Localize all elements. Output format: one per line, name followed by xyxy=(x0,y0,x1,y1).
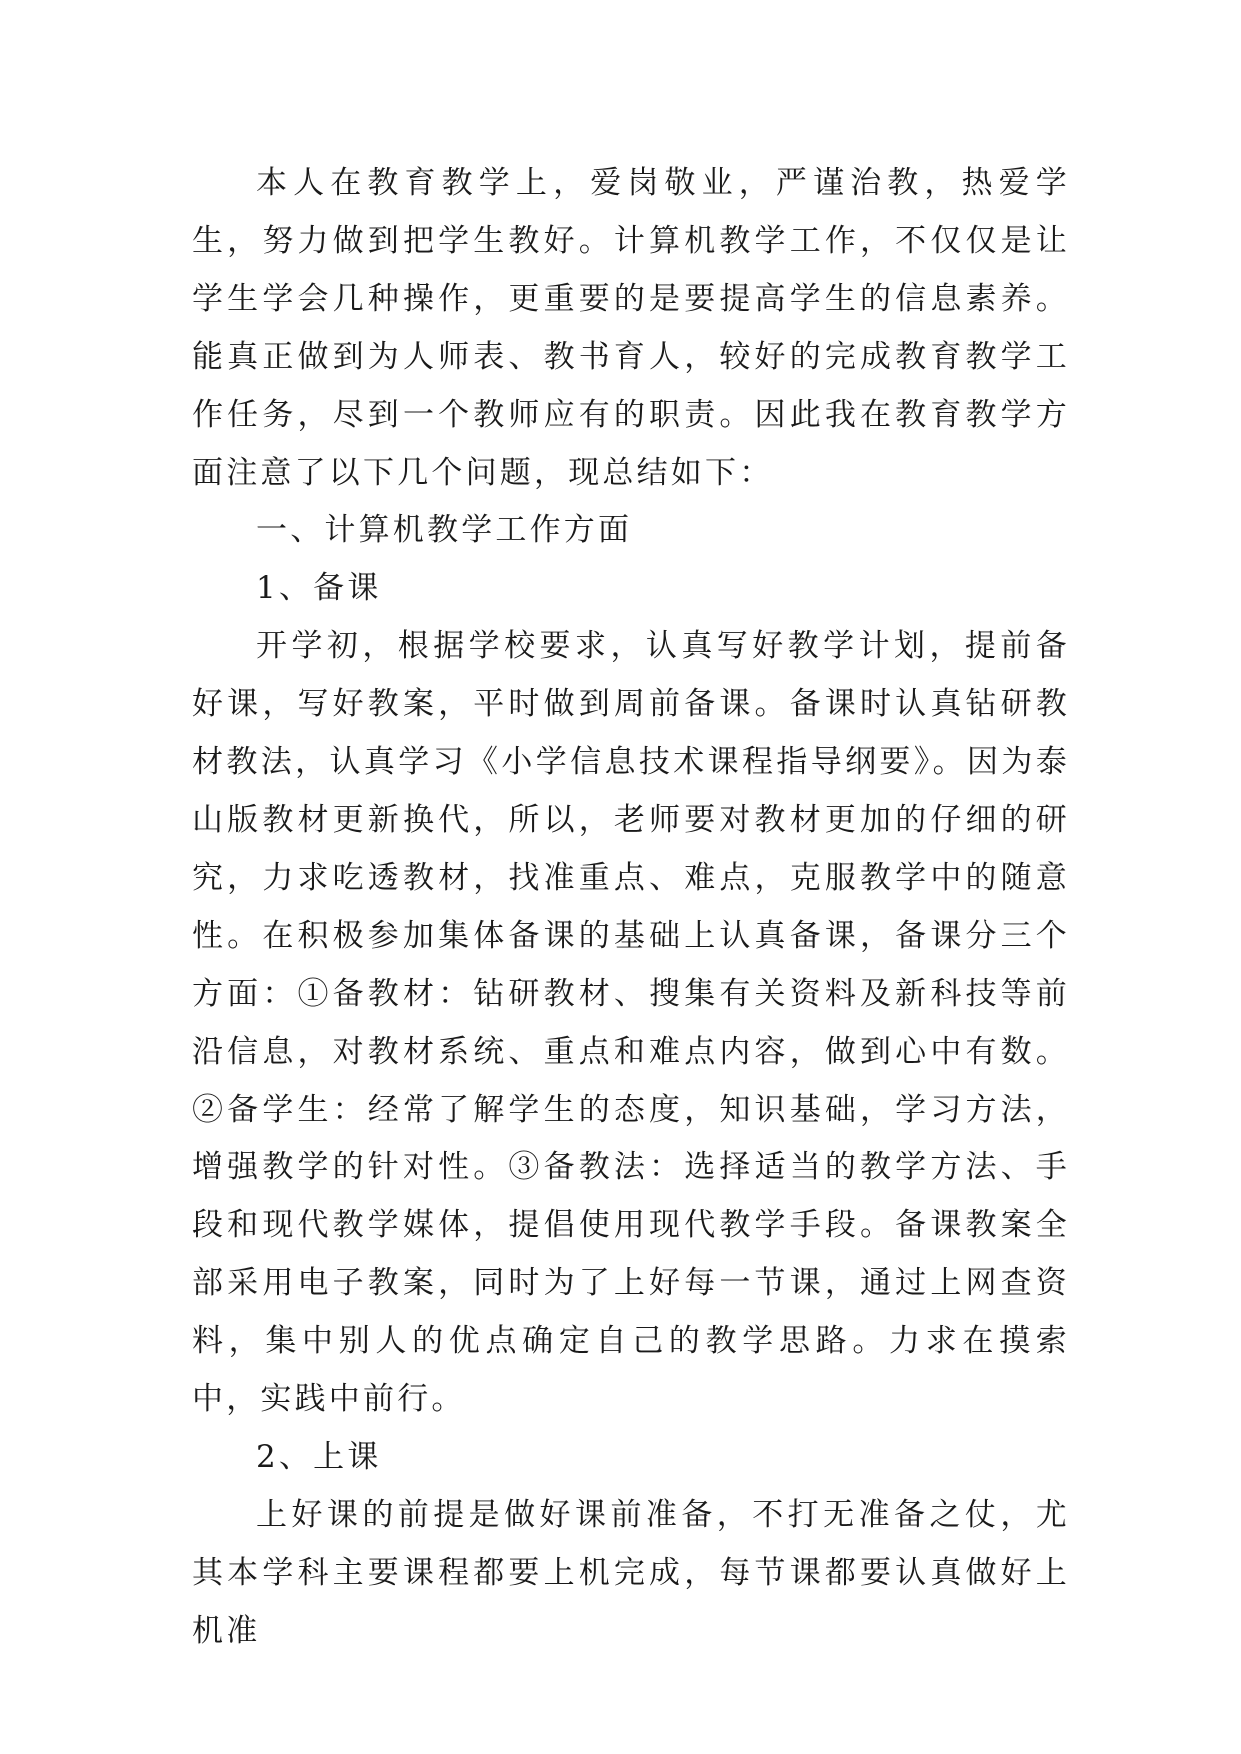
subsection-heading-lesson-prep: 1、备课 xyxy=(256,570,382,607)
paragraph-lesson-prep: 开学初，根据学校要求，认真写好教学计划，提前备好课，写好教案，平时做到周前备课。备课时认真钻研教材教法，认真学习《小学信息技术课程指导纲要》。因为泰山版教材更新换代，所以，老师要对教材更加的仔细的研究，力求吃透教材，找准重点、难点，克服教学中的随意性。在积极参加集体备课的基础上认真备课，备课分三个方面：①备教材：钻研教材、搜集有关资料及新科技等前沿信息，对教材系统、重点和难点内容，做到心中有数。②备学生：经常了解学生的态度，知识基础，学习方法，增强教学的针对性。③备教法：选择适当的教学方法、手段和现代教学媒体，提倡使用现代教学手段。备课教案全部采用电子教案，同时为了上好每一节课，通过上网查资料，集中别人的优点确定自己的教学思路。力求在摸索中，实践中前行。 xyxy=(192,628,1070,1418)
section-heading: 一、计算机教学工作方面 xyxy=(256,512,633,549)
paragraph-teaching: 上好课的前提是做好课前准备，不打无准备之仗，尤其本学科主要课程都要上机完成，每节课都要认真做好上机准 xyxy=(192,1496,1070,1649)
document-body xyxy=(192,155,1070,1661)
paragraph-intro: 本人在教育教学上，爱岗敬业，严谨治教，热爱学生，努力做到把学生教好。计算机教学工作，不仅仅是让学生学会几种操作，更重要的是要提高学生的信息素养。能真正做到为人师表、教书育人，较好的完成教育教学工作任务，尽到一个教师应有的职责。因此我在教育教学方面注意了以下几个问题，现总结如下： xyxy=(192,165,1070,491)
subsection-heading-teaching: 2、上课 xyxy=(256,1438,382,1475)
